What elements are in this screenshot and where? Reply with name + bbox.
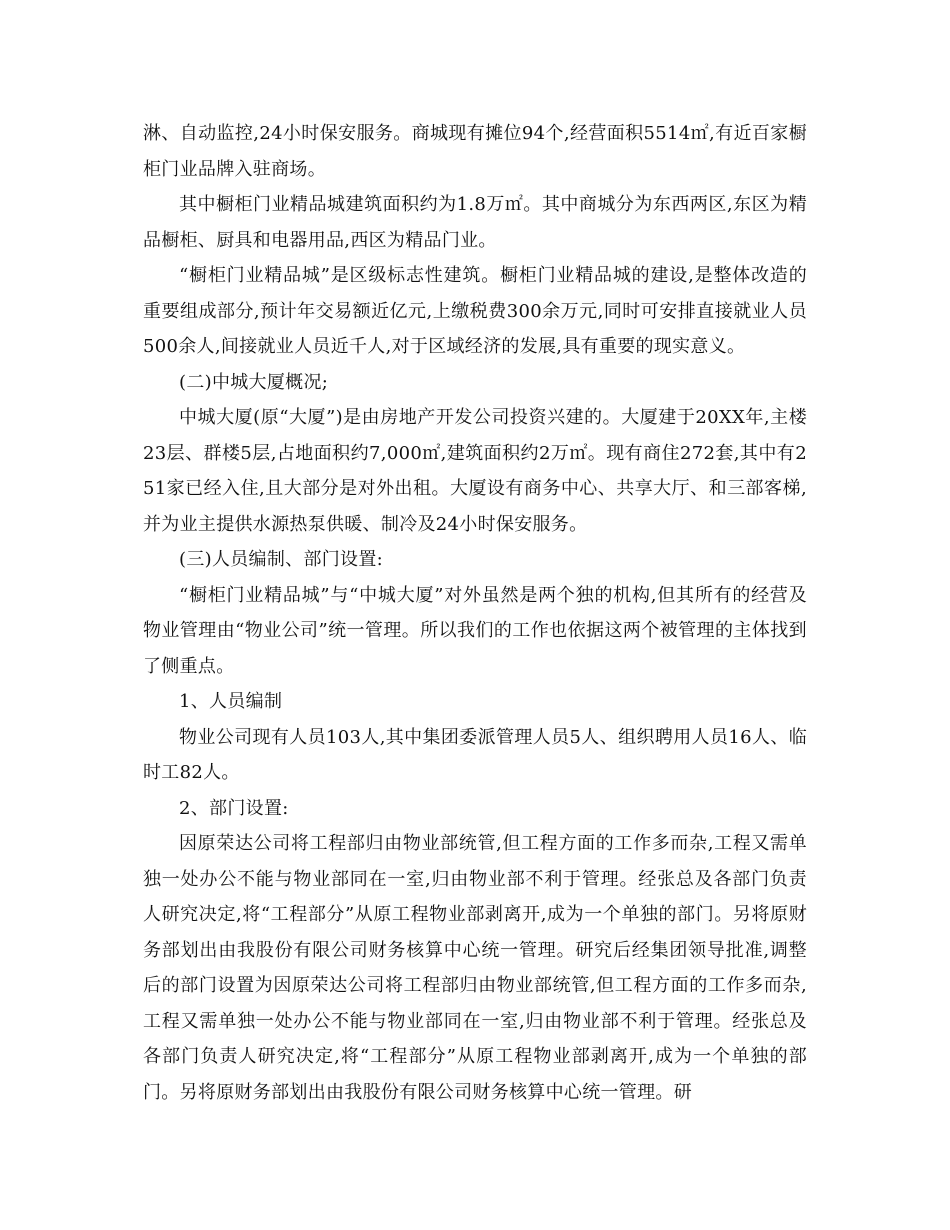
paragraph-2: 其中橱柜门业精品城建筑面积约为1.8万㎡。其中商城分为东西两区,东区为精品橱柜、厨具和电器用品,西区为精品门业。 [143, 194, 807, 251]
paragraph-5: “橱柜门业精品城”与“中城大厦”对外虽然是两个独的机构,但其所有的经营及物业管理由“物业公司”统一管理。所以我们的工作也依据这两个被管理的主体找到了侧重点。 [143, 584, 807, 677]
paragraph-3: “橱柜门业精品城”是区级标志性建筑。橱柜门业精品城的建设,是整体改造的重要组成部分,预计年交易额近亿元,上缴税费300余万元,同时可安排直接就业人员500余人,间接就业人员近千人,对于区域经济的发展,具有重要的现实意义。 [143, 265, 807, 357]
subheading-staffing: 1、人员编制 [179, 691, 283, 712]
subheading-departments: 2、部门设置: [179, 797, 289, 819]
section-heading-2: (二)中城大厦概况; [179, 371, 329, 393]
section-heading-3: (三)人员编制、部门设置: [179, 549, 384, 570]
paragraph-7: 因原荣达公司将工程部归由物业部统管,但工程方面的工作多而杂,工程又需单独一处办公不能与物业部同在一室,归由物业部不利于管理。经张总及各部门负责人研究决定,将“工程部分”从原工程物业部剥离开,成为一个单独的部门。另将原财务部划出由我股份有限公司财务核算中心统一管理。研究后经集团领导批准,调整后的部门设置为因原荣达公司将工程部归由物业部统管,但工程方面的工作多而杂,工程又需单独一处办公不能与物业部同在一室,归由物业部不利于管理。经张总及各部门负责人研究决定,将“工程部分”从原工程物业部剥离开,成为一个单独的部门。另将原财务部划出由我股份有限公司财务核算中心统一管理。研 [143, 833, 807, 1103]
paragraph-4: 中城大厦(原“大厦”)是由房地产开发公司投资兴建的。大厦建于20XX年,主楼23层、群楼5层,占地面积约7,000㎡,建筑面积约2万㎡。现有商住272套,其中有251家已经入住,且大部分是对外出租。大厦设有商务中心、共享大厅、和三部客梯,并为业主提供水源热泵供暖、制冷及24小时保安服务。 [143, 407, 807, 535]
document-body [143, 116, 807, 1110]
paragraph-6: 物业公司现有人员103人,其中集团委派管理人员5人、组织聘用人员16人、临时工82人。 [143, 726, 807, 783]
paragraph-1: 淋、自动监控,24小时保安服务。商城现有摊位94个,经营面积5514㎡,有近百家橱柜门业品牌入驻商场。 [143, 123, 807, 180]
